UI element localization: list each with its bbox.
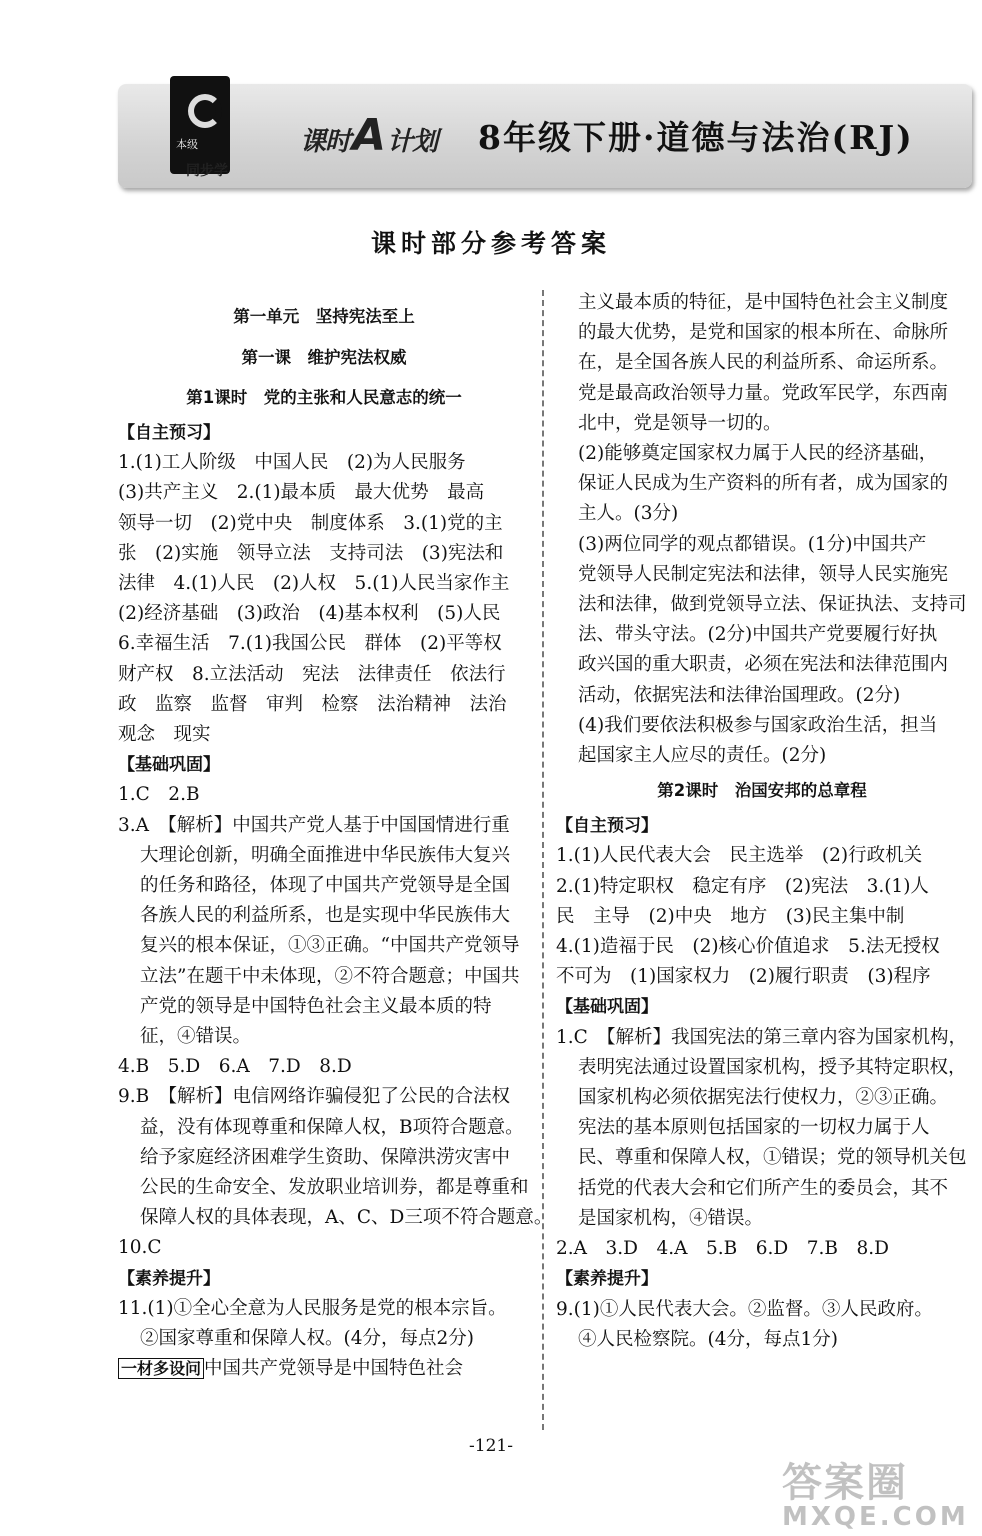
text-line: 活动，依据宪法和法律治国理政。(2分) (578, 684, 901, 706)
text-line: 主人。(3分) (578, 503, 679, 525)
text-line: 在，是全国各族人民的利益所系、命运所系。 (578, 352, 949, 374)
text-line: 2.(1)特定职权 稳定有序 (2)宪法 3.(1)人 (556, 875, 929, 897)
brand-a: A (352, 110, 386, 161)
section-heading: 【基础巩固】 (118, 755, 220, 776)
text-line: 民、尊重和保障人权，①错误；党的领导机关包 (578, 1147, 967, 1169)
page-title: 课时部分参考答案 (370, 229, 611, 258)
text-line: 党领导人民制定宪法和法律，领导人民实施宪 (578, 563, 949, 585)
text-line: 不可为 (1)国家权力 (2)履行职责 (3)程序 (556, 966, 931, 988)
text-line: 张 (2)实施 领导立法 支持司法 (3)宪法和 (118, 542, 504, 564)
text-line: 10.C (118, 1237, 162, 1259)
text-line: 1.C 2.B (118, 784, 200, 806)
text-line: ④人民检察院。(4分，每点1分) (578, 1328, 838, 1350)
text-line: 的最大优势，是党和国家的根本所在、命脉所 (578, 322, 949, 344)
text-line: 1.C 【解析】我国宪法的第三章内容为国家机构， (556, 1026, 968, 1048)
watermark-url: MXQE.COM (782, 1502, 969, 1532)
section-heading: 【自主预习】 (556, 816, 658, 837)
text-line: (4)我们要依法积极参与国家政治生活，担当 (578, 714, 938, 736)
section-heading: 【自主预习】 (118, 423, 220, 443)
text-line: 主义最本质的特征，是中国特色社会主义制度 (578, 292, 949, 313)
text-line: 民 主导 (2)中央 地方 (3)民主集中制 (556, 905, 905, 927)
text-line: 9.B 【解析】电信网络诈骗侵犯了公民的合法权 (118, 1086, 510, 1108)
right-column (556, 288, 968, 1355)
text-line: 财产权 8.立法活动 宪法 法律责任 依法行 (118, 663, 506, 685)
brand-part1: 课时 (300, 127, 351, 157)
text-line: 立法”在题干中未体现，②不符合题意；中国共 (140, 965, 520, 987)
watermark-logo-text: 答案圈 (782, 1460, 908, 1506)
period-heading: 第1课时 党的主张和人民意志的统一 (186, 388, 462, 407)
section-heading: 【素养提升】 (118, 1268, 220, 1289)
text-line: 党是最高政治领导力量。党政军民学，东西南 (578, 382, 949, 404)
logo-ring-icon (188, 94, 222, 128)
text-line: 领导一切 (2)党中央 制度体系 3.(1)党的主 (118, 512, 503, 534)
section-heading: 【基础巩固】 (556, 997, 658, 1018)
text-line: 法和法律，做到党领导立法、保证执法、支持司 (578, 594, 967, 616)
text-line: 复兴的根本保证，①③正确。“中国共产党领导 (140, 935, 520, 957)
text-line: 9.(1)①人民代表大会。②监督。③人民政府。 (556, 1298, 933, 1320)
text-line: 表明宪法通过设置国家机构，授予其特定职权， (578, 1056, 967, 1078)
watermark (782, 1460, 972, 1532)
text-line: 观念 现实 (118, 724, 211, 746)
logo-small-text: 本级 (176, 138, 198, 151)
text-line: (3)共产主义 2.(1)最本质 最大优势 最高 (118, 482, 485, 504)
series-badge: 同步学 (186, 163, 228, 179)
text-line: 11.(1)①全心全意为人民服务是党的根本宗旨。 (118, 1297, 507, 1319)
text-line: (2)经济基础 (3)政治 (4)基本权利 (5)人民 (118, 603, 501, 625)
text-line: 法、带头守法。(2分)中国共产党要履行好执 (578, 624, 938, 646)
text-line: 3.A 【解析】中国共产党人基于中国国情进行重 (118, 814, 510, 836)
text-line: 各族人民的利益所系，也是实现中华民族伟大 (140, 905, 511, 927)
text-line: ②国家尊重和保障人权。(4分，每点2分) (140, 1328, 474, 1350)
text-line: 北中，党是领导一切的。 (578, 412, 782, 434)
text-line: 宪法的基本原则包括国家的一切权力属于人 (578, 1117, 930, 1139)
text-line: 征，④错误。 (140, 1026, 252, 1048)
text-line: 益，没有体现尊重和保障人权，B项符合题意。 (140, 1116, 524, 1138)
text-line: 1.(1)工人阶级 中国人民 (2)为人民服务 (118, 452, 466, 474)
text-line: 4.B 5.D 6.A 7.D 8.D (118, 1056, 352, 1078)
text-line: 法律 4.(1)人民 (2)人权 5.(1)人民当家作主 (118, 573, 510, 595)
lesson-heading: 第一课 维护宪法权威 (241, 348, 407, 367)
text-line: 6.幸福生活 7.(1)我国公民 群体 (2)平等权 (118, 633, 502, 655)
brand-part2: 计划 (387, 127, 438, 157)
section-heading: 【素养提升】 (556, 1269, 658, 1290)
text-line: 是国家机构，④错误。 (578, 1207, 764, 1229)
text-line: 公民的生命安全、发放职业培训券，都是尊重和 (140, 1177, 529, 1199)
material-label: 一材多设问 (118, 1358, 204, 1379)
text-line-content: 中国共产党领导是中国特色社会 (204, 1358, 464, 1380)
text-line: 的任务和路径，体现了中国共产党领导是全国 (140, 875, 511, 897)
text-line: 政 监察 监督 审判 检察 法治精神 法治 (118, 693, 507, 715)
text-line: 1.(1)人民代表大会 民主选举 (2)行政机关 (556, 845, 923, 867)
unit-heading: 第一单元 坚持宪法至上 (233, 307, 415, 326)
text-line: (2)能够奠定国家权力属于人民的经济基础， (578, 443, 938, 465)
left-column (118, 300, 553, 1385)
text-line: 2.A 3.D 4.A 5.B 6.D 7.B 8.D (556, 1238, 889, 1260)
text-line: 产党的领导是中国特色社会主义最本质的特 (140, 995, 492, 1017)
column-divider (542, 290, 544, 1430)
page-number: -121- (469, 1436, 513, 1456)
book-title: 8年级下册·道德与法治(RJ) (478, 118, 914, 157)
text-line: 国家机构必须依据宪法行使权力，②③正确。 (578, 1087, 949, 1109)
text-line: 括党的代表大会和它们所产生的委员会，其不 (578, 1177, 949, 1199)
period-heading: 第2课时 治国安邦的总章程 (657, 781, 867, 801)
text-line: 给予家庭经济困难学生资助、保障洪涝灾害中 (140, 1146, 511, 1168)
text-line: 4.(1)造福于民 (2)核心价值追求 5.法无授权 (556, 936, 940, 958)
text-line (118, 1354, 530, 1384)
text-line: (3)两位同学的观点都错误。(1分)中国共产 (578, 533, 927, 555)
text-line: 政兴国的重大职责，必须在宪法和法律范围内 (578, 654, 949, 676)
text-line: 保证人民成为生产资料的所有者，成为国家的 (578, 473, 949, 495)
text-line: 大理论创新，明确全面推进中华民族伟大复兴 (140, 844, 511, 866)
text-line: 起国家主人应尽的责任。(2分) (578, 745, 827, 767)
brand-logo (300, 110, 437, 161)
text-line: 保障人权的具体表现，A、C、D三项不符合题意。 (140, 1207, 553, 1229)
